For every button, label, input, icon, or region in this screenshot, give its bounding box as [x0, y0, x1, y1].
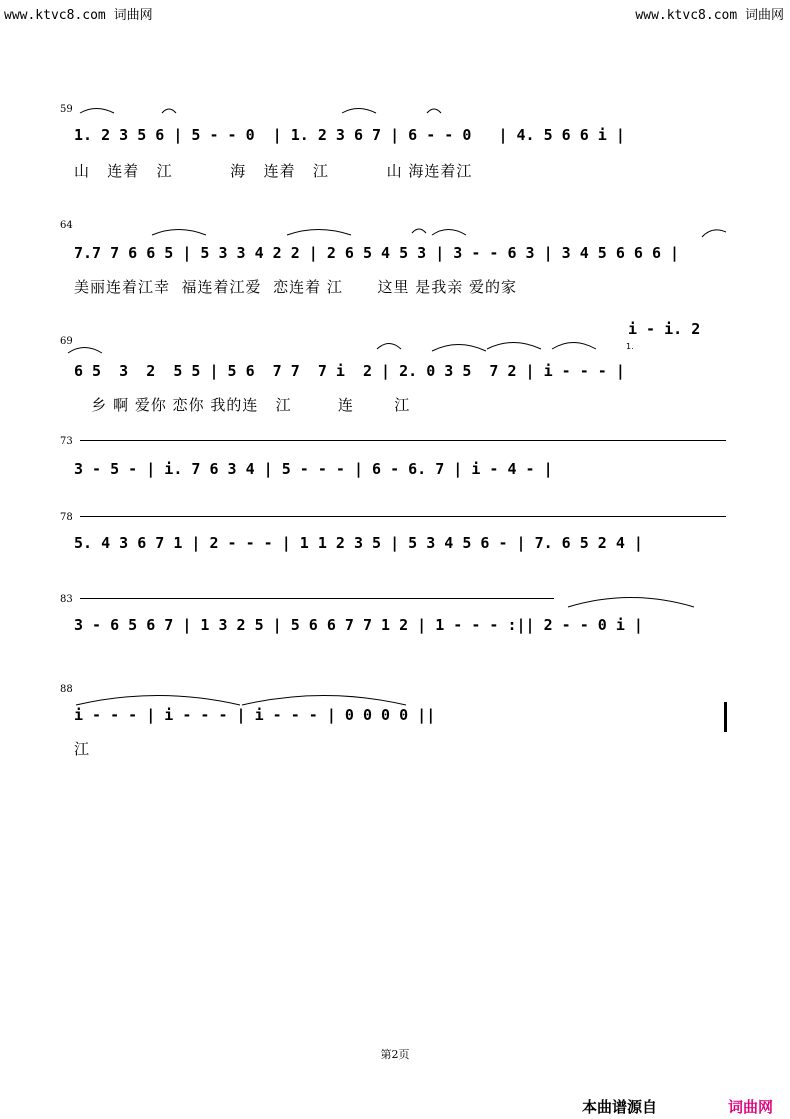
- measure-number: 88: [60, 684, 73, 695]
- lyrics-line: 江: [74, 740, 91, 758]
- slur: [150, 224, 210, 236]
- slur: [430, 338, 490, 352]
- measure-number: 64: [60, 220, 73, 231]
- measure-number: 83: [60, 594, 73, 605]
- slur: [566, 592, 698, 608]
- notes-line: 5. 4 3 6 7 1 | 2 - - - | 1 1 2 3 5 | 5 3 4 5 6 - | 7. 6 5 2 4 |: [74, 534, 643, 552]
- slur: [430, 224, 470, 236]
- notes-line: 7.7 7 6 6 5 | 5 3 3 4 2 2 | 2 6 5 4 5 3 | 3 - - 6 3 | 3 4 5 6 6 6 |: [74, 244, 680, 262]
- lyrics-line: 乡 啊 爱你 恋你 我的连 江 连 江: [74, 396, 411, 414]
- notes-line: 3 - 6 5 6 7 | 1 3 2 5 | 5 6 6 7 7 1 2 | 1 - - - :|| 2 - - 0 i |: [74, 616, 643, 634]
- notes-line: 3 - 5 - | i. 7 6 3 4 | 5 - - - | 6 - 6. 7 | i - 4 - |: [74, 460, 553, 478]
- lyrics-line: 山 连着 江 海 连着 江 山 海连着江: [74, 162, 473, 180]
- slur: [340, 104, 380, 114]
- slur: [160, 104, 180, 114]
- header-right[interactable]: www.ktvc8.com 词曲网: [635, 8, 784, 23]
- slur: [240, 690, 412, 706]
- notes-line: 1. 2 3 5 6 | 5 - - 0 | 1. 2 3 6 7 | 6 - - 0 | 4. 5 6 6 i |: [74, 126, 625, 144]
- slur: [700, 226, 730, 238]
- lyrics-line: 美丽连着江幸 福连着江爱 恋连着 江 这里 是我亲 爱的家: [74, 278, 517, 296]
- brand-logo[interactable]: 词曲网: [728, 1098, 774, 1116]
- measure-number: 59: [60, 104, 73, 115]
- slur: [74, 690, 246, 706]
- volta-bracket: i - i. 2: [628, 320, 701, 338]
- notes-line: i - - - | i - - - | i - - - | 0 0 0 0 ||: [74, 706, 436, 724]
- measure-number: 73: [60, 436, 73, 447]
- slur: [78, 104, 118, 114]
- measure-number: 69: [60, 336, 73, 347]
- header-left[interactable]: www.ktvc8.com 词曲网: [4, 8, 153, 23]
- slur: [550, 336, 600, 350]
- slur: [285, 224, 355, 236]
- final-barline: [724, 702, 727, 732]
- source-label: 本曲谱源自: [582, 1098, 658, 1116]
- slur: [485, 336, 545, 350]
- slur: [425, 104, 445, 114]
- notes-line: 6 5 3 2 5 5 | 5 6 7 7 7 i 2 | 2. 0 3 5 7 2 | i - - - |: [74, 362, 625, 380]
- system-line: [80, 440, 726, 441]
- slur: [66, 342, 106, 354]
- measure-number: 78: [60, 512, 73, 523]
- slur: [410, 224, 430, 234]
- system-line: [80, 516, 726, 517]
- volta-number: 1.: [626, 342, 634, 351]
- page-number: 第2页: [380, 1048, 410, 1061]
- system-line: [80, 598, 554, 599]
- slur: [375, 338, 405, 350]
